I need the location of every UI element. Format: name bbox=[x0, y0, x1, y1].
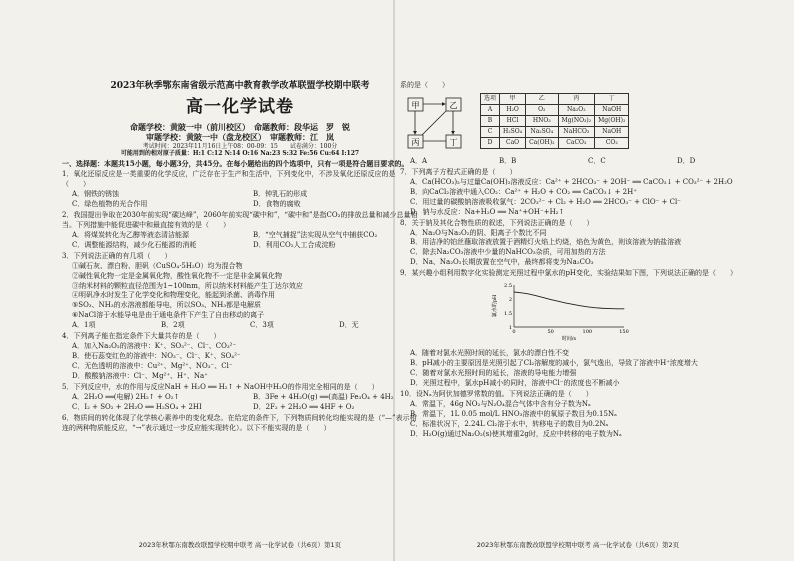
ph-series-line bbox=[514, 292, 624, 309]
question-stem: 7．下列离子方程式正确的是（ ） bbox=[400, 167, 517, 176]
answer-options bbox=[400, 349, 756, 389]
table-row bbox=[481, 137, 629, 148]
question-stem: 10．设Nₐ为阿伏加德罗常数的值。下列说法正确的是（ ） bbox=[400, 389, 593, 398]
table-cell: Mg(OH)₂ bbox=[595, 115, 629, 126]
table-cell: NaHCO₃ bbox=[558, 126, 595, 137]
answer-option[interactable]: C．3项 bbox=[250, 321, 274, 330]
answer-options bbox=[62, 231, 418, 251]
q6-continuation: 系的是（ ） bbox=[400, 81, 449, 89]
exam-page-left bbox=[62, 80, 418, 550]
data-point bbox=[624, 309, 625, 310]
table-cell: D bbox=[481, 137, 500, 148]
q6-options bbox=[400, 157, 756, 167]
x-tick-label: 100 bbox=[582, 329, 593, 336]
answer-options bbox=[62, 321, 418, 331]
table-cell: Na₂SO₄ bbox=[526, 126, 558, 137]
y-tick-label: 1.5 bbox=[504, 311, 512, 318]
answer-option[interactable]: B．B bbox=[499, 156, 517, 165]
question-stem: 9．某兴趣小组利用数字化实验测定光照过程中氯水的pH变化，实验结果如下图，下列说法正确的是（ ） bbox=[400, 269, 738, 278]
answer-option[interactable]: D．2F₂ + 2H₂O ══ 4HF + O₂ bbox=[253, 402, 355, 411]
answer-option[interactable]: B．使石蕊变红色的溶液中：NO₃⁻、Cl⁻、K⁺、SO₄²⁻ bbox=[72, 352, 241, 361]
table-header-cell: 甲 bbox=[500, 93, 526, 104]
answer-option[interactable]: C．C bbox=[588, 156, 606, 165]
data-point bbox=[572, 304, 573, 305]
table-header-row bbox=[481, 93, 629, 104]
question-list-continued bbox=[400, 349, 756, 439]
author-line-2: 审题学校：黄陂一中（盘龙校区） 审题教师：江 岚 bbox=[146, 132, 334, 143]
answer-option[interactable]: D．无 bbox=[339, 321, 359, 330]
node-ding: 丁 bbox=[449, 137, 458, 147]
answer-option[interactable]: B．用洁净的铂丝蘸取溶液放置于酒精灯火焰上灼烧，焰色为黄色，则该溶液为钠盐溶液 bbox=[410, 238, 682, 247]
answer-option[interactable]: C．除去Na₂CO₃溶液中少量的NaHCO₃杂质，可用加热的方法 bbox=[410, 248, 606, 257]
table-header-cell: 丁 bbox=[595, 93, 629, 104]
answer-option[interactable]: A．1项 bbox=[72, 321, 96, 330]
answer-options bbox=[400, 400, 756, 440]
question-list bbox=[400, 168, 756, 279]
answer-options bbox=[400, 178, 756, 218]
table-cell: HNO₃ bbox=[526, 115, 558, 126]
table-cell: B bbox=[481, 115, 500, 126]
table-cell: HCl bbox=[500, 115, 526, 126]
question-stem: 6．物质间的转化体现了化学核心素养中的变化观念。在给定的条件下，下列物质间转化均能实现的是（“—”表示相连的两种物质能反应，“→”表示通过一步反应能实现转化）。以下不能实现的是（ ） bbox=[62, 413, 417, 432]
answer-option[interactable]: B．“空气捕捉”法实现从空气中捕获CO₂ bbox=[253, 230, 378, 239]
x-tick-label: 0 bbox=[512, 329, 516, 336]
exam-info: 考试时间：2023年11月16日上午08：00-09：15 试卷满分：100分 bbox=[142, 142, 338, 150]
data-point bbox=[609, 308, 610, 309]
exam-header: 2023年秋季鄂东南省级示范高中教育教学改革联盟学校期中联考 bbox=[110, 81, 370, 91]
question-stem: 4．下列离子能在指定条件下大量共存的是（ ） bbox=[62, 332, 221, 341]
table-header-cell: 选项 bbox=[481, 93, 500, 104]
node-bing: 丙 bbox=[411, 137, 420, 147]
statement-line: ②碱性氧化物一定是金属氧化物，酸性氧化物不一定是非金属氧化物 bbox=[72, 271, 282, 280]
table-cell: C bbox=[481, 126, 500, 137]
y-tick-label: 2.5 bbox=[504, 283, 512, 290]
data-point bbox=[616, 309, 617, 310]
answer-option[interactable]: D．光照过程中，氯水pH减小的同时，溶液中Cl⁻的浓度也不断减小 bbox=[410, 378, 620, 387]
question-stem: 1．氧化还原反应是一类重要的化学反应，广泛存在于生产和生活中，下列变化中，不涉及氧化还原反应的是（ ） bbox=[62, 170, 396, 189]
data-point bbox=[514, 292, 515, 293]
table-cell: NaOH bbox=[595, 126, 629, 137]
question-stem: 2．我国提出争取在2030年前实现“碳达峰”，2060年前实现“碳中和”，“碳中和”是指CO₂的排放总量和减少总量相当。下列措施中能促进碳中和最直接有效的是（ ） bbox=[62, 210, 418, 229]
data-point bbox=[536, 295, 537, 296]
options-table bbox=[480, 93, 629, 149]
answer-option[interactable]: B．pH减小的主要原因是光照引起了Cl₂溶解度的减小，氯气逸出，导致了溶液中H⁺浓度增大 bbox=[410, 359, 698, 368]
y-axis-label: 氯水的pH bbox=[492, 294, 498, 318]
section-heading: 一、选择题：本题共15小题，每小题3分，共45分。在每小题给出的四个选项中，只有一项是符合题目要求的。 bbox=[62, 159, 409, 169]
table-row bbox=[481, 104, 629, 115]
node-yi: 乙 bbox=[449, 100, 458, 110]
answer-option[interactable]: C．无色透明的溶液中：Cu²⁺、Mg²⁺、NO₃⁻、Cl⁻ bbox=[72, 362, 233, 371]
author-line-1: 命题学校：黄陂一中（前川校区） 命题教师：段华运 罗 锐 bbox=[130, 121, 350, 132]
answer-option[interactable]: A．将煤炭转化为乙醇等液态清洁能源 bbox=[72, 230, 190, 239]
answer-options bbox=[62, 190, 418, 210]
ph-chart bbox=[490, 281, 756, 347]
answer-option[interactable]: D．酸酸钠溶液中：Cl⁻、Mg²⁺、H⁺、Na⁺ bbox=[72, 371, 208, 380]
data-point bbox=[587, 307, 588, 308]
ph-chart-svg bbox=[490, 281, 640, 343]
answer-options bbox=[62, 342, 418, 382]
answer-option[interactable]: D．D bbox=[677, 156, 696, 165]
answer-option[interactable]: A．随着对氯水光照时间的延长，氯水的漂白性不变 bbox=[410, 349, 570, 358]
y-tick-label: 2 bbox=[508, 297, 512, 304]
answer-option[interactable]: C．I₂ + SO₂ + 2H₂O ══ H₂SO₄ + 2HI bbox=[72, 402, 202, 411]
answer-option[interactable]: D．H₂O(g)通过Na₂O₂(s)使其增重2g时，反应中转移的电子数为Nₐ bbox=[410, 429, 622, 438]
atomic-masses: 可能用到的相对原子质量：H:1 C:12 N:14 O:16 Na:23 S:32 Fe:56 Cu:64 I:127 bbox=[120, 150, 360, 158]
x-axis-label: 时间/s bbox=[561, 336, 577, 343]
question-list bbox=[62, 170, 418, 433]
answer-options bbox=[62, 393, 418, 413]
table-cell: CO₂ bbox=[595, 137, 629, 148]
answer-option[interactable]: C．调整能源结构，减少化石能源的消耗 bbox=[72, 240, 197, 249]
answer-option[interactable]: A．A bbox=[410, 156, 428, 165]
table-cell: Ca(OH)₂ bbox=[526, 137, 558, 148]
answer-option[interactable]: A．Na₂O与Na₂O₂的阴、阳离子个数比不同 bbox=[410, 228, 547, 237]
table-row bbox=[481, 126, 629, 137]
statement-line: ④明矾净水时发生了化学变化和物理变化，能起到杀菌、消毒作用 bbox=[72, 291, 275, 300]
answer-option[interactable]: B．钟乳石的形成 bbox=[253, 190, 308, 199]
table-cell: CaO bbox=[500, 137, 526, 148]
table-cell: NaOH bbox=[595, 104, 629, 115]
answer-option[interactable]: A．常温下，46g NO₂与N₂O₄混合气体中含有分子数为Nₐ bbox=[410, 399, 591, 408]
question-stem: 5．下列反应中，水的作用与反应NaH + H₂O ══ H₂↑ + NaOH中H₂O的作用完全相同的是（ ） bbox=[62, 382, 379, 391]
table-cell: Mg(NO₃)₂ bbox=[558, 115, 595, 126]
page-footer: 2023年秋鄂东南教改联盟学校期中联考 高一化学试卷（共6页）第2页 bbox=[476, 540, 680, 549]
table-header-cell: 乙 bbox=[526, 93, 558, 104]
table-header-cell: 丙 bbox=[558, 93, 595, 104]
y-tick-label: 1 bbox=[508, 325, 512, 332]
answer-option[interactable]: C．绿色植物的光合作用 bbox=[72, 200, 148, 209]
answer-option[interactable]: B．3Fe + 4H₂O(g) ══(高温) Fe₃O₄ + 4H₂ bbox=[253, 392, 394, 401]
answer-options bbox=[400, 229, 756, 269]
answer-option[interactable]: D．钠与水反应：Na+H₂O ══ Na⁺+OH⁻+H₂↑ bbox=[410, 207, 565, 216]
answer-option[interactable]: A．2H₂O ══(电解) 2H₂↑ + O₂↑ bbox=[72, 392, 180, 401]
table-cell: A bbox=[481, 104, 500, 115]
answer-option[interactable]: A．加入Na₂O₂的溶液中：K⁺、SO₃²⁻、Cl⁻、CO₃²⁻ bbox=[72, 342, 237, 351]
question-stem: 8．关于钠及其化合物性质的叙述，下列说法正确的是（ ） bbox=[400, 218, 594, 227]
answer-option[interactable]: D．Na、Na₂O₂长期放置在空气中，最终都将变为Na₂CO₃ bbox=[410, 258, 594, 267]
table-cell: CaCO₃ bbox=[558, 137, 595, 148]
answer-option[interactable]: B．常温下，1L 0.05 mol/L HNO₃溶液中的氧原子数目为0.15Nₐ bbox=[410, 409, 617, 418]
link-line bbox=[422, 111, 446, 135]
answer-option[interactable]: C．随着对氯水光照时间的延长，溶液的导电能力增强 bbox=[410, 369, 577, 377]
answer-option[interactable]: C．标准状况下，2.24L Cl₂溶于水中，转移电子的数目为0.2Nₐ bbox=[410, 419, 609, 428]
statement-line: ③纳米材料的颗粒直径范围为1~100nm，所以纳米材料能产生丁达尔效应 bbox=[72, 281, 303, 290]
statement-line: ⑥NaCl溶于水能导电是由于通电条件下产生了自由移动的离子 bbox=[72, 311, 265, 320]
exam-title: 高一化学试卷 bbox=[186, 96, 294, 117]
data-point bbox=[565, 303, 566, 304]
statement-line: ⑤SO₃、NH₃的水溶液都能导电，所以SO₃、NH₃都是电解质 bbox=[72, 301, 262, 310]
table-row bbox=[481, 115, 629, 126]
table-cell: H₂SO₄ bbox=[500, 126, 526, 137]
answer-option[interactable]: D．食物的腐败 bbox=[253, 200, 301, 209]
data-point bbox=[602, 308, 603, 309]
data-point bbox=[558, 301, 559, 302]
answer-option[interactable]: C．用过量的碳酸钠溶液吸收氯气：2CO₃²⁻ + Cl₂ + H₂O ══ 2HCO₃⁻ + ClO⁻ + Cl⁻ bbox=[410, 197, 681, 206]
data-point bbox=[521, 293, 522, 294]
q6-figure bbox=[400, 93, 756, 155]
table-cell: H₂O bbox=[500, 104, 526, 115]
data-point bbox=[550, 299, 551, 300]
answer-option[interactable]: B．2项 bbox=[161, 321, 185, 330]
x-tick-label: 50 bbox=[547, 329, 554, 336]
table-cell: O₂ bbox=[526, 104, 558, 115]
data-point bbox=[580, 306, 581, 307]
exam-page-right bbox=[400, 80, 756, 550]
data-point bbox=[594, 307, 595, 308]
node-jia: 甲 bbox=[411, 100, 420, 110]
question-stem: 3．下列说法正确的有几项（ ） bbox=[62, 251, 172, 260]
data-point bbox=[543, 297, 544, 298]
answer-option[interactable]: D．利用CO₂人工合成淀粉 bbox=[253, 240, 336, 249]
statement-line: ①碱石灰、漂白粉、胆矾（CuSO₄·5H₂O）均为混合物 bbox=[72, 261, 243, 270]
answer-option[interactable]: A．Ca(HCO₃)₂与过量Ca(OH)₂溶液反应：Ca²⁺ + 2HCO₃⁻ + 2OH⁻ ══ CaCO₃↓ + CO₃²⁻ + 2H₂O bbox=[410, 177, 733, 186]
x-tick-label: 150 bbox=[619, 329, 629, 336]
data-point bbox=[528, 294, 529, 295]
conversion-diagram bbox=[400, 93, 470, 155]
answer-option[interactable]: A．钢铁的锈蚀 bbox=[72, 190, 120, 199]
table-cell: Na₂O₂ bbox=[558, 104, 595, 115]
answer-option[interactable]: B．向CaCl₂溶液中通入CO₂：Ca²⁺ + H₂O + CO₂ ══ CaCO₃↓ + 2H⁺ bbox=[410, 187, 637, 196]
page-footer: 2023年秋鄂东南教改联盟学校期中联考 高一化学试卷（共6页）第1页 bbox=[138, 540, 342, 549]
